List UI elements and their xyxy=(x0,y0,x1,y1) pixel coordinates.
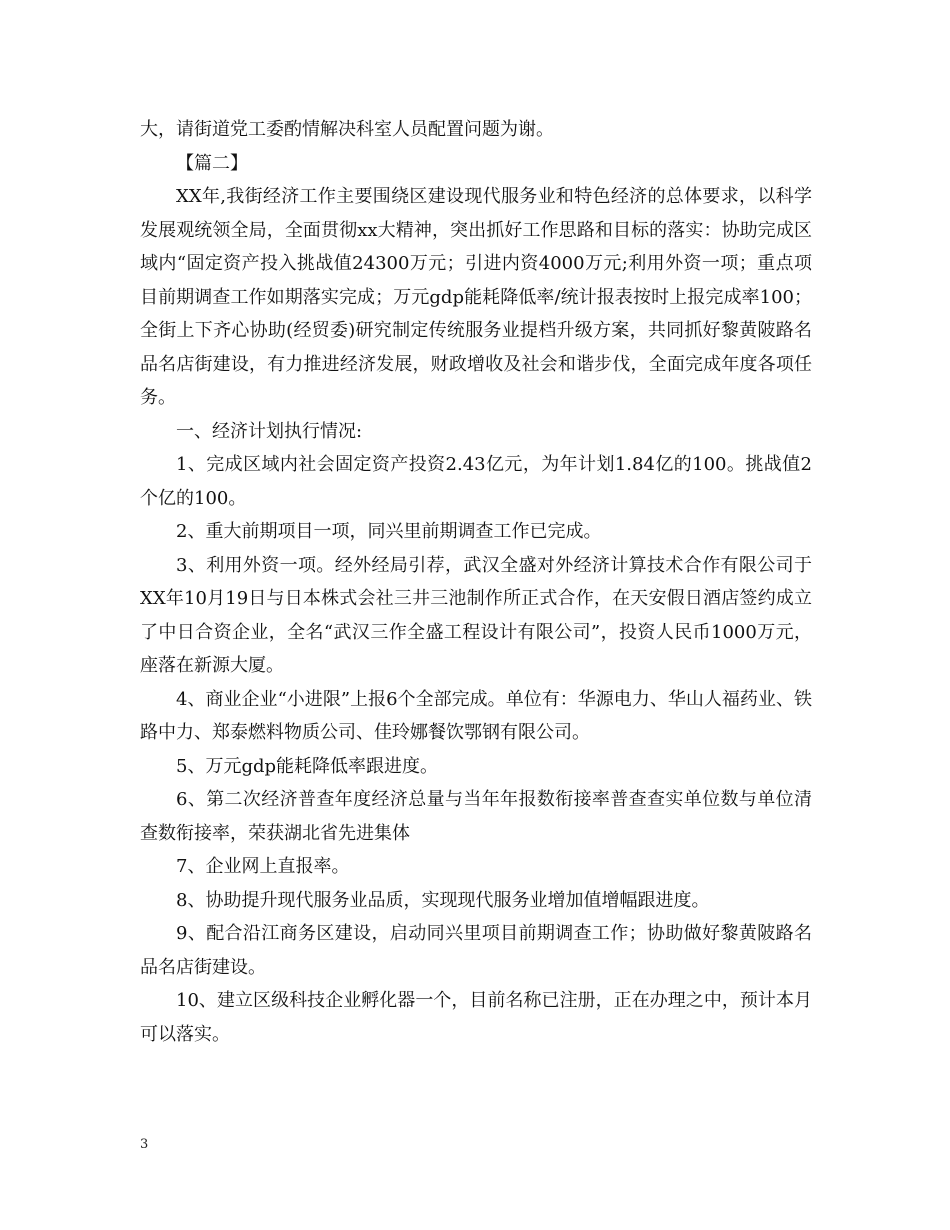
list-item: 4、商业企业“小进限”上报6个全部完成。单位有：华源电力、华山人福药业、铁路中力、郑泰燃料物质公司、佳玲娜餐饮鄂钢有限公司。 xyxy=(140,688,812,743)
paragraph: 大，请街道党工委酌情解决科室人员配置问题为谢。 xyxy=(140,119,554,140)
document-body xyxy=(140,113,812,1051)
list-item: 1、完成区域内社会固定资产投资2.43亿元，为年计划1.84亿的100。挑战值2个亿的100。 xyxy=(140,454,812,509)
list-item: 10、建立区级科技企业孵化器一个，目前名称已注册，正在办理之中，预计本月可以落实。 xyxy=(140,990,812,1045)
list-item: 2、重大前期项目一项，同兴里前期调查工作已完成。 xyxy=(176,521,602,542)
subsection-heading: 一、经济计划执行情况: xyxy=(176,420,363,442)
list-item: 8、协助提升现代服务业品质，实现现代服务业增加值增幅跟进度。 xyxy=(176,889,710,911)
section-heading: 【篇二】 xyxy=(176,152,248,174)
page-number: 3 xyxy=(140,1137,149,1152)
paragraph: XX年,我街经济工作主要围绕区建设现代服务业和特色经济的总体要求，以科学发展观统领全局，全面贯彻xx大精神，突出抓好工作思路和目标的落实：协助完成区域内“固定资产投入挑战值24300万元；引进内资4000万元;利用外资一项；重点项目前期调查工作如期落实完成；万元gdp能耗降低率/统计报表按时上报完成率100；全街上下齐心协助(经贸委)研究制定传统服务业提档升级方案，共同抓好黎黄陂路名品名店街建设，有力推进经济发展，财政增收及社会和谐步伐，全面完成年度各项任务。 xyxy=(140,186,812,408)
list-item: 5、万元gdp能耗降低率跟进度。 xyxy=(176,755,439,777)
list-item: 7、企业网上直报率。 xyxy=(176,856,350,877)
list-item: 6、第二次经济普查年度经济总量与当年年报数衔接率普查查实单位数与单位清查数衔接率，荣获湖北省先进集体 xyxy=(140,789,812,844)
list-item: 3、利用外资一项。经外经局引荐，武汉全盛对外经济计算技术合作有限公司于XX年10月19日与日本株式会社三井三池制作所正式合作，在天安假日酒店签约成立了中日合资企业，全名“武汉三作全盛工程设计有限公司”，投资人民币1000万元，座落在新源大厦。 xyxy=(140,554,812,676)
list-item: 9、配合沿江商务区建设，启动同兴里项目前期调查工作；协助做好黎黄陂路名品名店街建设。 xyxy=(140,923,812,978)
